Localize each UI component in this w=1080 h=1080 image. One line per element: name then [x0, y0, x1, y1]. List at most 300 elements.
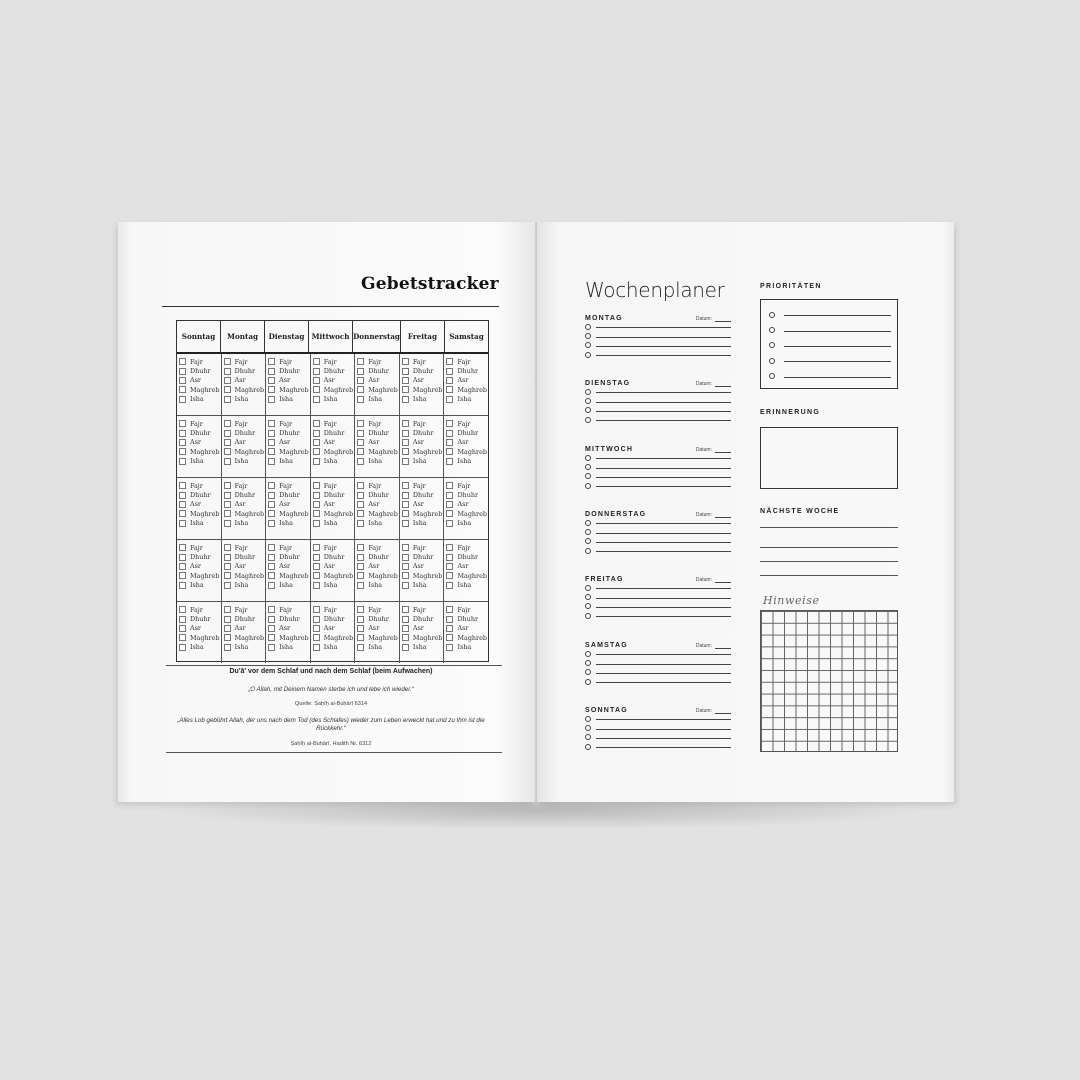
prayer-checkbox[interactable] — [179, 377, 186, 384]
prayer-checkbox[interactable] — [224, 563, 231, 570]
date-field[interactable] — [696, 577, 731, 583]
prayer-checkbox[interactable] — [268, 625, 275, 632]
prayer-checkbox[interactable] — [179, 430, 186, 437]
prayer-check-item — [357, 500, 399, 509]
task-item[interactable] — [585, 406, 731, 415]
prayer-checkbox[interactable] — [224, 544, 231, 551]
prayer-checkbox[interactable] — [313, 625, 320, 632]
prayer-checkbox[interactable] — [179, 358, 186, 365]
prayer-label: Asr — [190, 500, 201, 509]
prayer-checkbox[interactable] — [357, 420, 364, 427]
writing-line — [596, 533, 731, 534]
prayer-checkbox[interactable] — [179, 520, 186, 527]
prayer-checkbox[interactable] — [313, 458, 320, 465]
date-field[interactable] — [696, 708, 731, 714]
prayer-checkbox[interactable] — [357, 482, 364, 489]
priority-item[interactable] — [769, 322, 891, 337]
next-week-line[interactable] — [760, 547, 898, 548]
prayer-checkbox[interactable] — [446, 396, 453, 403]
prayer-check-item — [268, 562, 310, 571]
prayer-check-item — [446, 457, 488, 466]
prayer-checkbox[interactable] — [357, 439, 364, 446]
prayer-checkbox[interactable] — [224, 520, 231, 527]
prayer-check-item — [268, 552, 310, 561]
writing-line — [596, 392, 731, 393]
task-item[interactable] — [585, 322, 731, 331]
prayer-checkbox[interactable] — [179, 644, 186, 651]
tracker-day-cell — [311, 354, 356, 415]
prayer-checkbox[interactable] — [268, 482, 275, 489]
circle-icon — [769, 327, 775, 333]
prayer-checkbox[interactable] — [402, 606, 409, 613]
prayer-checkbox[interactable] — [313, 492, 320, 499]
prayer-label: Maghreb — [323, 385, 354, 394]
prayer-checkbox[interactable] — [268, 492, 275, 499]
prayer-check-item — [357, 509, 399, 518]
task-item[interactable] — [585, 481, 731, 490]
prayer-checkbox[interactable] — [224, 358, 231, 365]
prayer-label: Maghreb — [190, 571, 220, 580]
prayer-checkbox[interactable] — [268, 616, 275, 623]
prayer-label: Fajr — [279, 605, 293, 614]
prayer-checkbox[interactable] — [224, 616, 231, 623]
prayer-checkbox[interactable] — [224, 501, 231, 508]
prayer-checkbox[interactable] — [402, 563, 409, 570]
prayer-checkbox[interactable] — [402, 492, 409, 499]
prayer-checkbox[interactable] — [402, 501, 409, 508]
prayer-checkbox[interactable] — [179, 554, 186, 561]
prayer-check-item — [357, 605, 399, 614]
prayer-checkbox[interactable] — [313, 396, 320, 403]
day-name: DIENSTAG — [585, 380, 631, 387]
prayer-checkbox[interactable] — [224, 492, 231, 499]
prayer-checkbox[interactable] — [179, 482, 186, 489]
prayer-checkbox[interactable] — [268, 510, 275, 517]
task-item[interactable] — [585, 658, 731, 667]
prayer-checkbox[interactable] — [357, 501, 364, 508]
notes-grid[interactable] — [760, 610, 898, 752]
prayer-checkbox[interactable] — [402, 510, 409, 517]
prayer-checkbox[interactable] — [402, 386, 409, 393]
prayer-label: Asr — [457, 624, 469, 633]
prayer-check-item — [313, 457, 355, 466]
prayer-checkbox[interactable] — [313, 448, 320, 455]
prayer-checkbox[interactable] — [446, 510, 453, 517]
prayer-checkbox[interactable] — [313, 420, 320, 427]
prayer-checkbox[interactable] — [268, 501, 275, 508]
prayer-label: Maghreb — [279, 447, 309, 456]
next-week-line[interactable] — [760, 527, 898, 528]
prayer-checkbox[interactable] — [268, 439, 275, 446]
prayer-checkbox[interactable] — [268, 458, 275, 465]
prayer-label: Fajr — [279, 481, 293, 490]
prayer-label: Dhuhr — [323, 429, 345, 438]
prayer-checkbox[interactable] — [179, 544, 186, 551]
prayer-checkbox[interactable] — [357, 510, 364, 517]
prayer-checkbox[interactable] — [313, 634, 320, 641]
prayer-checkbox[interactable] — [357, 572, 364, 579]
prayer-label: Asr — [279, 376, 291, 385]
prayer-checkbox[interactable] — [446, 544, 453, 551]
prayer-checkbox[interactable] — [446, 582, 453, 589]
prayer-checkbox[interactable] — [402, 458, 409, 465]
prayer-checkbox[interactable] — [268, 606, 275, 613]
prayer-checkbox[interactable] — [446, 458, 453, 465]
prayer-checkbox[interactable] — [179, 501, 186, 508]
prayer-checkbox[interactable] — [357, 368, 364, 375]
prayer-check-item — [357, 357, 399, 366]
prayer-checkbox[interactable] — [179, 563, 186, 570]
prayer-checkbox[interactable] — [179, 420, 186, 427]
prayer-checkbox[interactable] — [179, 606, 186, 613]
prayer-checkbox[interactable] — [224, 420, 231, 427]
prayer-label: Isha — [190, 643, 204, 652]
prayer-checkbox[interactable] — [402, 439, 409, 446]
prayer-label: Asr — [457, 562, 469, 571]
prayer-checkbox[interactable] — [224, 396, 231, 403]
writing-line — [596, 346, 731, 347]
prayer-check-item — [179, 509, 221, 518]
prayer-checkbox[interactable] — [268, 572, 275, 579]
prayer-checkbox[interactable] — [402, 377, 409, 384]
prayer-checkbox[interactable] — [357, 606, 364, 613]
priority-item[interactable] — [769, 353, 891, 368]
prayer-checkbox[interactable] — [402, 582, 409, 589]
prayer-checkbox[interactable] — [357, 644, 364, 651]
task-item[interactable] — [585, 742, 731, 751]
task-item[interactable] — [585, 649, 731, 658]
prayer-checkbox[interactable] — [357, 625, 364, 632]
prayer-label: Dhuhr — [323, 367, 345, 376]
prayer-checkbox[interactable] — [313, 554, 320, 561]
prayer-checkbox[interactable] — [357, 386, 364, 393]
prayer-checkbox[interactable] — [402, 396, 409, 403]
tracker-day-cell — [222, 540, 267, 601]
prayer-checkbox[interactable] — [446, 420, 453, 427]
task-item[interactable] — [585, 546, 731, 555]
prayer-checkbox[interactable] — [268, 520, 275, 527]
prayer-checkbox[interactable] — [224, 572, 231, 579]
prayer-checkbox[interactable] — [268, 544, 275, 551]
prayer-checkbox[interactable] — [179, 458, 186, 465]
prayer-label: Maghreb — [279, 509, 309, 518]
prayer-checkbox[interactable] — [313, 439, 320, 446]
prayer-checkbox[interactable] — [357, 458, 364, 465]
prayer-checkbox[interactable] — [446, 616, 453, 623]
prayer-checkbox[interactable] — [268, 563, 275, 570]
prayer-checkbox[interactable] — [357, 544, 364, 551]
prayer-checkbox[interactable] — [224, 439, 231, 446]
prayer-checkbox[interactable] — [179, 492, 186, 499]
prayer-check-item — [357, 624, 399, 633]
prayer-checkbox[interactable] — [313, 606, 320, 613]
task-item[interactable] — [585, 518, 731, 527]
prayer-checkbox[interactable] — [313, 358, 320, 365]
prayer-checkbox[interactable] — [268, 448, 275, 455]
prayer-checkbox[interactable] — [179, 439, 186, 446]
circle-icon — [585, 725, 591, 731]
prayer-checkbox[interactable] — [446, 554, 453, 561]
date-field[interactable] — [696, 316, 731, 322]
prayer-checkbox[interactable] — [446, 358, 453, 365]
tracker-day-cell — [355, 602, 400, 663]
prayer-checkbox[interactable] — [446, 625, 453, 632]
prayer-checkbox[interactable] — [313, 377, 320, 384]
prayer-label: Maghreb — [368, 447, 398, 456]
prayer-checkbox[interactable] — [224, 482, 231, 489]
task-item[interactable] — [585, 341, 731, 350]
task-item[interactable] — [585, 714, 731, 723]
prayer-label: Asr — [234, 438, 246, 447]
prayer-checkbox[interactable] — [313, 582, 320, 589]
prayer-label: Asr — [457, 376, 469, 385]
prayer-checkbox[interactable] — [446, 448, 453, 455]
prayer-checkbox[interactable] — [446, 439, 453, 446]
prayer-checkbox[interactable] — [224, 625, 231, 632]
prayer-check-item — [446, 543, 488, 552]
prayer-checkbox[interactable] — [224, 458, 231, 465]
prayer-checkbox[interactable] — [313, 520, 320, 527]
task-item[interactable] — [585, 331, 731, 340]
prayer-checkbox[interactable] — [179, 616, 186, 623]
prayer-checkbox[interactable] — [357, 563, 364, 570]
task-item[interactable] — [585, 415, 731, 424]
reminder-box[interactable] — [760, 427, 898, 489]
date-label: Datum: — [695, 643, 712, 649]
prayer-check-item — [313, 385, 355, 394]
prayer-checkbox[interactable] — [313, 616, 320, 623]
task-item[interactable] — [585, 723, 731, 732]
next-week-line[interactable] — [760, 575, 898, 576]
prayer-checkbox[interactable] — [313, 510, 320, 517]
task-item[interactable] — [585, 602, 731, 611]
prayer-label: Dhuhr — [368, 367, 389, 376]
prayer-checkbox[interactable] — [402, 644, 409, 651]
prayer-checkbox[interactable] — [357, 616, 364, 623]
prayer-checkbox[interactable] — [313, 501, 320, 508]
prayer-checkbox[interactable] — [446, 377, 453, 384]
prayer-checkbox[interactable] — [179, 510, 186, 517]
prayer-checkbox[interactable] — [224, 606, 231, 613]
prayer-label: Fajr — [234, 543, 248, 552]
date-field[interactable] — [696, 447, 731, 453]
prayer-checkbox[interactable] — [357, 582, 364, 589]
date-line — [715, 582, 731, 583]
prayer-label: Dhuhr — [412, 367, 434, 376]
prayer-checkbox[interactable] — [446, 520, 453, 527]
prayer-checkbox[interactable] — [268, 386, 275, 393]
prayer-label: Dhuhr — [190, 367, 211, 376]
circle-icon — [585, 324, 591, 330]
prayer-check-item — [357, 519, 399, 528]
task-item[interactable] — [585, 611, 731, 620]
prayer-label: Fajr — [412, 543, 426, 552]
tracker-day-cell — [177, 416, 222, 477]
task-item[interactable] — [585, 396, 731, 405]
prayer-checkbox[interactable] — [313, 430, 320, 437]
prayer-label: Maghreb — [412, 447, 443, 456]
tracker-day-cell — [400, 478, 445, 539]
prayer-checkbox[interactable] — [402, 572, 409, 579]
prayer-checkbox[interactable] — [402, 430, 409, 437]
prayer-checkbox[interactable] — [357, 448, 364, 455]
prayer-checkbox[interactable] — [446, 430, 453, 437]
prayer-label: Maghreb — [368, 385, 398, 394]
prayer-label: Dhuhr — [190, 429, 211, 438]
task-item[interactable] — [585, 350, 731, 359]
prayer-check-item — [313, 376, 355, 385]
circle-icon — [585, 407, 591, 413]
task-item[interactable] — [585, 387, 731, 396]
prayer-checkbox[interactable] — [446, 492, 453, 499]
next-week-title: NÄCHSTE WOCHE — [760, 508, 840, 515]
prayer-checkbox[interactable] — [402, 520, 409, 527]
prayer-checkbox[interactable] — [446, 386, 453, 393]
prayer-checkbox[interactable] — [313, 572, 320, 579]
prayer-checkbox[interactable] — [268, 554, 275, 561]
prayer-checkbox[interactable] — [224, 368, 231, 375]
prayer-checkbox[interactable] — [313, 644, 320, 651]
prayer-checkbox[interactable] — [402, 616, 409, 623]
task-item[interactable] — [585, 583, 731, 592]
prayer-checkbox[interactable] — [357, 492, 364, 499]
prayer-checkbox[interactable] — [402, 368, 409, 375]
dua-quote-2: „Alles Lob gebührt Allah, der uns nach dem Tod (des Schlafes) wieder zum Leben erweckt hat und zu Ihm ist die Rückkehr.“ — [177, 717, 485, 733]
prayer-checkbox[interactable] — [224, 582, 231, 589]
prayer-checkbox[interactable] — [313, 544, 320, 551]
date-field[interactable] — [696, 643, 731, 649]
circle-icon — [585, 613, 591, 619]
prayer-checkbox[interactable] — [313, 368, 320, 375]
day-header — [585, 508, 731, 518]
prayer-checkbox[interactable] — [179, 572, 186, 579]
prayer-checkbox[interactable] — [313, 482, 320, 489]
prayer-check-item — [179, 428, 221, 437]
prayer-checkbox[interactable] — [268, 430, 275, 437]
prayer-checkbox[interactable] — [224, 634, 231, 641]
prayer-checkbox[interactable] — [224, 448, 231, 455]
date-field[interactable] — [696, 512, 731, 518]
prayer-check-item — [313, 519, 355, 528]
prayer-check-item — [446, 481, 488, 490]
task-item[interactable] — [585, 453, 731, 462]
prayer-checkbox[interactable] — [446, 606, 453, 613]
prayer-checkbox[interactable] — [446, 634, 453, 641]
prayer-checkbox[interactable] — [224, 377, 231, 384]
prayer-checkbox[interactable] — [402, 448, 409, 455]
prayer-label: Dhuhr — [323, 491, 345, 500]
prayer-checkbox[interactable] — [357, 396, 364, 403]
prayer-checkbox[interactable] — [268, 634, 275, 641]
prayer-checkbox[interactable] — [224, 644, 231, 651]
prayer-checkbox[interactable] — [179, 634, 186, 641]
prayer-checkbox[interactable] — [224, 386, 231, 393]
prayer-checkbox[interactable] — [446, 501, 453, 508]
prayer-checkbox[interactable] — [402, 554, 409, 561]
tracker-week-row — [177, 478, 488, 540]
prayer-checkbox[interactable] — [357, 520, 364, 527]
prayer-checkbox[interactable] — [402, 544, 409, 551]
prayer-checkbox[interactable] — [268, 358, 275, 365]
tracker-day-cell — [355, 416, 400, 477]
prayer-check-item — [268, 614, 310, 623]
circle-icon — [585, 455, 591, 461]
prayer-checkbox[interactable] — [268, 368, 275, 375]
circle-icon — [585, 548, 591, 554]
prayer-checkbox[interactable] — [268, 582, 275, 589]
prayer-checkbox[interactable] — [402, 634, 409, 641]
prayer-checkbox[interactable] — [224, 510, 231, 517]
prayer-checkbox[interactable] — [268, 396, 275, 403]
prayer-label: Isha — [412, 643, 427, 652]
prayer-checkbox[interactable] — [446, 563, 453, 570]
prayer-checkbox[interactable] — [268, 644, 275, 651]
task-item[interactable] — [585, 668, 731, 677]
prayer-checkbox[interactable] — [313, 386, 320, 393]
priority-item[interactable] — [769, 338, 891, 353]
prayer-check-item — [268, 519, 310, 528]
prayer-checkbox[interactable] — [357, 358, 364, 365]
prayer-checkbox[interactable] — [179, 582, 186, 589]
task-item[interactable] — [585, 592, 731, 601]
task-item[interactable] — [585, 462, 731, 471]
task-item[interactable] — [585, 537, 731, 546]
prayer-checkbox[interactable] — [402, 358, 409, 365]
prayer-label: Isha — [323, 519, 338, 528]
prayer-check-item — [224, 571, 266, 580]
prayer-checkbox[interactable] — [446, 368, 453, 375]
date-field[interactable] — [696, 381, 731, 387]
prayer-checkbox[interactable] — [446, 644, 453, 651]
prayer-checkbox[interactable] — [179, 396, 186, 403]
prayer-checkbox[interactable] — [313, 563, 320, 570]
prayer-checkbox[interactable] — [224, 554, 231, 561]
prayer-check-item — [313, 395, 355, 404]
prayer-checkbox[interactable] — [268, 420, 275, 427]
prayer-checkbox[interactable] — [179, 448, 186, 455]
prayer-checkbox[interactable] — [446, 482, 453, 489]
prayer-checkbox[interactable] — [402, 482, 409, 489]
prayer-label: Dhuhr — [368, 615, 389, 624]
prayer-checkbox[interactable] — [179, 625, 186, 632]
prayer-checkbox[interactable] — [357, 554, 364, 561]
prayer-label: Maghreb — [457, 447, 487, 456]
day-header — [585, 312, 731, 322]
prayer-checkbox[interactable] — [357, 430, 364, 437]
task-item[interactable] — [585, 677, 731, 686]
prayer-checkbox[interactable] — [179, 368, 186, 375]
prayer-checkbox[interactable] — [402, 420, 409, 427]
prayer-checkbox[interactable] — [357, 377, 364, 384]
prayer-checkbox[interactable] — [402, 625, 409, 632]
writing-line — [596, 355, 731, 356]
task-item[interactable] — [585, 527, 731, 536]
tracker-week-row — [177, 540, 488, 602]
next-week-line[interactable] — [760, 561, 898, 562]
priority-item[interactable] — [769, 307, 891, 322]
task-item[interactable] — [585, 472, 731, 481]
priority-item[interactable] — [769, 369, 891, 384]
prayer-checkbox[interactable] — [357, 634, 364, 641]
prayer-check-item — [357, 447, 399, 456]
prayer-checkbox[interactable] — [179, 386, 186, 393]
prayer-checkbox[interactable] — [446, 572, 453, 579]
prayer-checkbox[interactable] — [268, 377, 275, 384]
prayer-check-item — [402, 552, 444, 561]
task-item[interactable] — [585, 733, 731, 742]
prayer-label: Asr — [190, 562, 201, 571]
prayer-checkbox[interactable] — [224, 430, 231, 437]
